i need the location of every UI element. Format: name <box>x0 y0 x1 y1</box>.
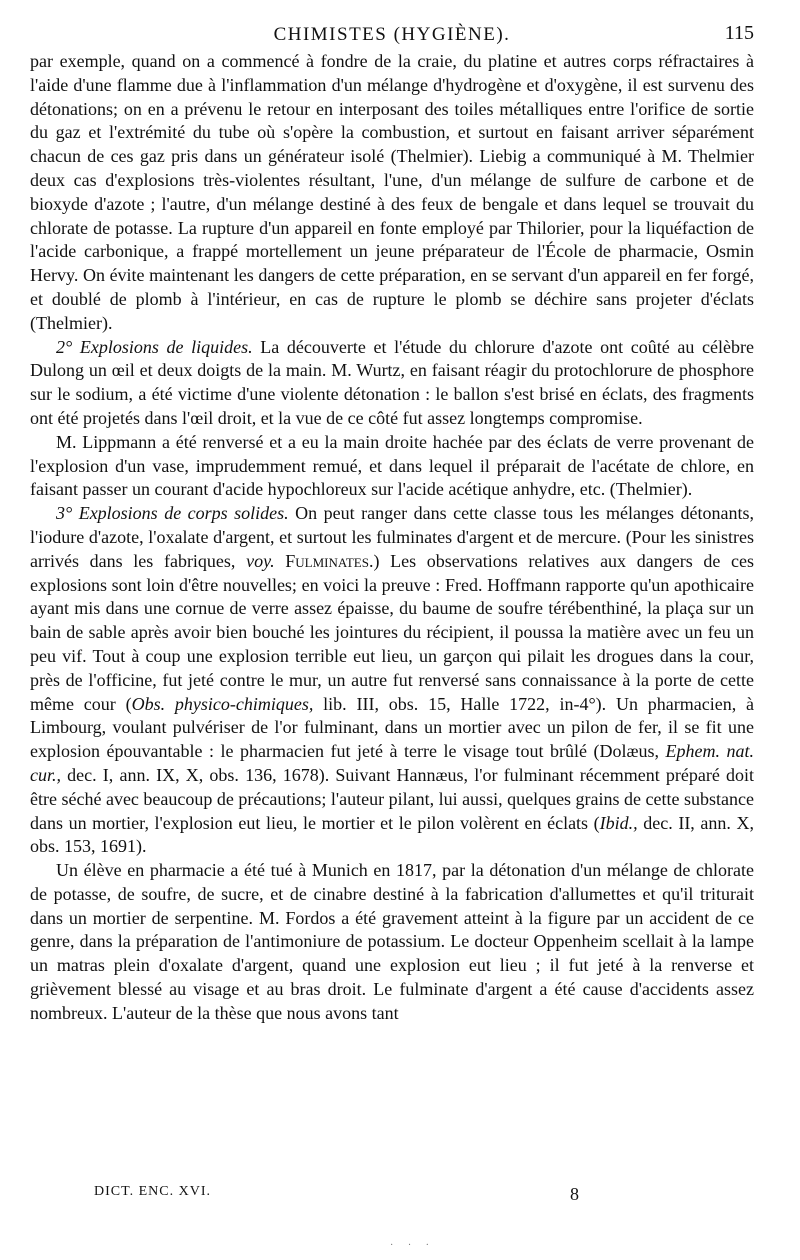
paragraph-1: par exemple, quand on a commencé à fondre de la craie, du platine et autres corps réfractaires à l'aide d'une flamme due à l'inflammation d'un mélange d'hydrogène et d'oxygène, il est survenu des détonations; on en a prévenu le retour en interposant des toiles métalliques entre l'orifice de sortie du gaz et l'extrémité du tube où s'opère la combustion, et surtout en faisant arriver séparément chacun de ces gaz pris dans un générateur isolé (Thelmier). Liebig a communiqué à M. Thelmier deux cas d'explosions très-violentes résultant, l'une, d'un mélange de sulfure de carbone et de bioxyde d'azote ; l'autre, d'un mélange destiné à des feux de bengale et dans lequel se trouvait du chlorate de potasse. La rupture d'un appareil en fonte employé par Thilorier, pour la liquéfaction de l'acide carbonique, a frappé mortellement un jeune préparateur de l'École de pharmacie, Osmin Hervy. On évite maintenant les dangers de cette préparation, en se servant d'un appareil en fer forgé, et doublé de plomb à l'intérieur, en cas de rupture le plomb se déchire sans projeter d'éclats (Thelmier). <box>30 51 754 333</box>
citation-ephem: Ephem. nat. cur., <box>30 741 754 785</box>
citation-ibid: Ibid., <box>599 812 638 833</box>
citation-obs: Obs. physico-chimiques, <box>131 693 314 714</box>
page-footer <box>94 1184 754 1214</box>
page-number: 115 <box>724 22 754 44</box>
signature-mark: 8 <box>570 1184 579 1204</box>
paragraph-4-text-a: On peut ranger dans cette classe tous les mélanges détonants, l'iodure d'azote, l'oxalate d'argent, et surtout les fulminates d'argent et de mercure. (Pour les sinistres arrivés dans les fabriques, <box>30 503 754 571</box>
scan-marks: · · · <box>390 1240 435 1251</box>
paragraph-4-text-c: lib. III, obs. 15, Halle 1722, in-4°). Un pharmacien, à Limbourg, voulant pulvériser de l'or fulminant, dans un mortier avec un pilon de fer, il se fit une explosion épouvantable : le pharmacien fut jeté à terre le visage tout brûlé (Dolæus, <box>30 693 754 762</box>
volume-label: DICT. ENC. XVI. <box>94 1184 212 1199</box>
section-heading-liquides: 2° Explosions de liquides. <box>56 336 253 357</box>
voy-reference: voy. <box>246 550 275 571</box>
paragraph-4 <box>30 502 754 859</box>
fulminates-reference: Fulminates. <box>285 550 374 571</box>
paragraph-4-text-d: dec. I, ann. IX, X, obs. 136, 1678). Suivant Hannæus, l'or fulminant récemment préparé doit être séché avec beaucoup de précautions; l'auteur pilant, lui aussi, quelques grains de cette substance dans un mortier, l'explosion eut lieu, le mortier et le pilon volèrent en éclats ( <box>30 764 754 833</box>
body-text <box>30 50 754 1026</box>
paragraph-5: Un élève en pharmacie a été tué à Munich en 1817, par la détonation d'un mélange de chlorate de potasse, de soufre, de sucre, et de cinabre destiné à la fabrication d'allumettes et qu'il triturait dans un mortier de serpentine. M. Fordos a été gravement atteint à la figure par un accident de ce genre, dans la préparation de l'antimoniure de potassium. Le docteur Oppenheim scellait à la lampe un matras plein d'oxalate d'argent, quand une explosion eut lieu ; il fut jeté à la renverse et grièvement blessé au visage et au bras droit. Le fulminate d'argent a été cause d'accidents assez nombreux. L'auteur de la thèse que nous avons tant <box>30 860 754 1023</box>
paragraph-2-text: La découverte et l'étude du chlorure d'azote ont coûté au célèbre Dulong un œil et deux doigts de la main. M. Wurtz, en faisant réagir du protochlorure de phosphore sur le sodium, a été victime d'une violente détonation : le ballon s'est brisé en éclats, des fragments ont été projetés dans l'œil droit, et la vue de ce côté fut assez longtemps compromise. <box>30 336 754 428</box>
section-heading-solides: 3° Explosions de corps solides. <box>56 503 289 524</box>
paragraph-4-text-e: dec. II, ann. X, obs. 153, 1691). <box>30 812 754 857</box>
running-title: CHIMISTES (HYGIÈNE). <box>273 24 511 45</box>
paragraph-4-text-b: ) Les observations relatives aux dangers de ces explosions sont loin d'être nouvelles; en voici la preuve : Fred. Hoffmann rapporte qu'un apothicaire ayant mis dans une cornue de verre assez épaisse, du baume de soufre térébenthiné, la plaça sur un bain de sable après avoir bien bouché les jointures du récipient, il poussa la matière avec un feu un peu vif. Tout à coup une explosion terrible eut lieu, un garçon qui pilait les drogues dans la cour, près de l'officine, fut jeté contre le mur, un autre fut renversé sans connaissance à la porte de cette même cour ( <box>30 550 755 714</box>
paragraph-2 <box>30 336 754 431</box>
paragraph-3: M. Lippmann a été renversé et a eu la main droite hachée par des éclats de verre provenant de l'explosion d'un vase, imprudemment remué, et dans lequel il préparait de l'acétate de chlore, en faisant passer un courant d'acide hypochloreux sur l'acide acétique anhydre, etc. (Thelmier). <box>30 431 754 500</box>
running-head <box>30 14 754 50</box>
